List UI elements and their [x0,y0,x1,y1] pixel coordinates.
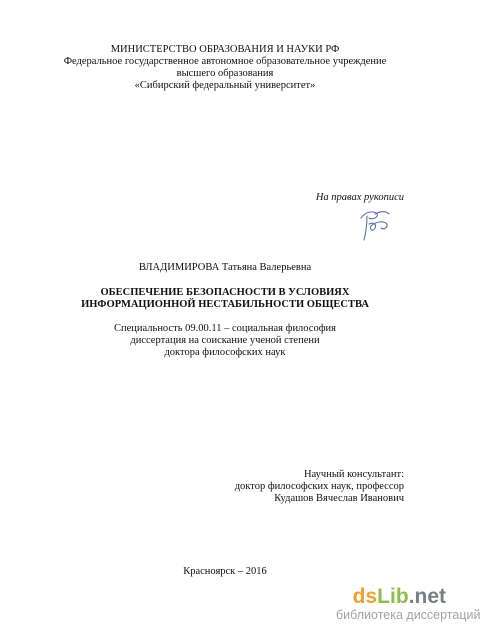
consultant-label: Научный консультант: [303,469,404,480]
dissertation-title-line2: ИНФОРМАЦИОННОЙ НЕСТАБИЛЬНОСТИ ОБЩЕСТВА [81,299,369,310]
header-institution-line1: Федеральное государственное автономное образовательное учреждение [63,56,387,67]
consultant-name: Кудашов Вячеслав Иванович [274,493,404,504]
signature-image [355,204,395,246]
header-university: «Сибирский федеральный университет» [134,80,316,91]
watermark-caption: библиотека диссертаций [336,608,480,622]
specialty-line2: диссертация на соискание ученой степени [130,335,320,346]
consultant-degree: доктор философских наук, профессор [234,481,404,492]
header-ministry: МИНИСТЕРСТВО ОБРАЗОВАНИЯ И НАУКИ РФ [110,44,340,55]
specialty-line3: доктора философских наук [164,347,286,358]
dslib-logo [346,584,446,608]
header-institution-line2: высшего образования [176,68,274,79]
city-year: Красноярск – 2016 [183,566,267,577]
manuscript-note: На правах рукописи [315,192,404,203]
specialty-line1: Специальность 09.00.11 – социальная философия [114,323,336,334]
author-name: ВЛАДИМИРОВА Татьяна Валерьевна [138,262,312,273]
dissertation-title-line1: ОБЕСПЕЧЕНИЕ БЕЗОПАСНОСТИ В УСЛОВИЯХ [100,287,350,298]
svg-text:dsLib.net: dsLib.net [352,585,446,608]
